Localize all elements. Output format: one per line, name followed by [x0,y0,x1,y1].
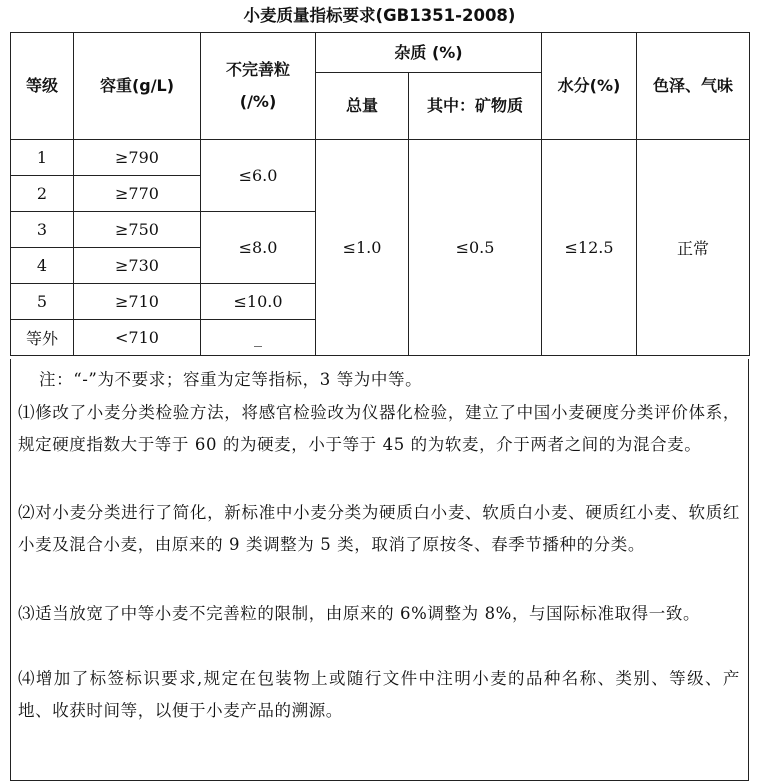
grade-cell: 5 [11,284,74,320]
table-row [11,140,750,176]
impurities-total-cell: ≤1.0 [316,140,409,356]
grade-cell: 1 [11,140,74,176]
note-item-1: ⑴修改了小麦分类检验方法，将感官检验改为仪器化检验，建立了中国小麦硬度分类评价体系，规定硬度指数大于等于 60 的为硬麦，小于等于 45 的为软麦，介于两者之间的为混合麦。 [18,403,740,454]
impurities-mineral-cell: ≤0.5 [409,140,542,356]
unsound-kernels-cell: _ [201,320,316,356]
grade-cell: 2 [11,176,74,212]
header-impurities-total: 总量 [316,73,409,140]
test-weight-cell: ≥790 [74,140,201,176]
note-item-2: ⑵对小麦分类进行了简化，新标准中小麦分类为硬质白小麦、软质白小麦、硬质红小麦、软质红小麦及混合小麦，由原来的 9 类调整为 5 类，取消了原按冬、春季节播种的分类。 [18,503,740,554]
grade-cell: 4 [11,248,74,284]
unsound-kernels-cell: ≤10.0 [201,284,316,320]
test-weight-cell: ≥750 [74,212,201,248]
note-item-3: ⑶适当放宽了中等小麦不完善粒的限制，由原来的 6%调整为 8%，与国际标准取得一致。 [18,604,701,623]
header-impurities-mineral: 其中：矿物质 [409,73,542,140]
header-color-odor: 色泽、气味 [637,33,750,140]
test-weight-cell: ≥770 [74,176,201,212]
notes-box [10,359,749,781]
header-grade: 等级 [11,33,74,140]
header-unsound-kernels: 不完善粒 (/%) [201,33,316,140]
color-odor-cell: 正常 [637,140,750,356]
header-impurities: 杂质 (%) [316,33,542,73]
test-weight-cell: ≥710 [74,284,201,320]
header-test-weight: 容重(g/L) [74,33,201,140]
test-weight-cell: ≥730 [74,248,201,284]
moisture-cell: ≤12.5 [542,140,637,356]
note-legend: 注：“-”为不要求；容重为定等指标，3 等为中等。 [39,370,423,389]
unsound-kernels-cell: ≤6.0 [201,140,316,212]
note-item-4: ⑷增加了标签标识要求,规定在包装物上或随行文件中注明小麦的品种名称、类别、等级、产地、收获时间等，以便于小麦产品的溯源。 [18,669,740,720]
grade-cell: 3 [11,212,74,248]
grade-cell: 等外 [11,320,74,356]
header-moisture: 水分(%) [542,33,637,140]
document-title: 小麦质量指标要求(GB1351-2008) [243,6,516,25]
wheat-quality-table [10,32,750,356]
unsound-kernels-cell: ≤8.0 [201,212,316,284]
test-weight-cell: <710 [74,320,201,356]
